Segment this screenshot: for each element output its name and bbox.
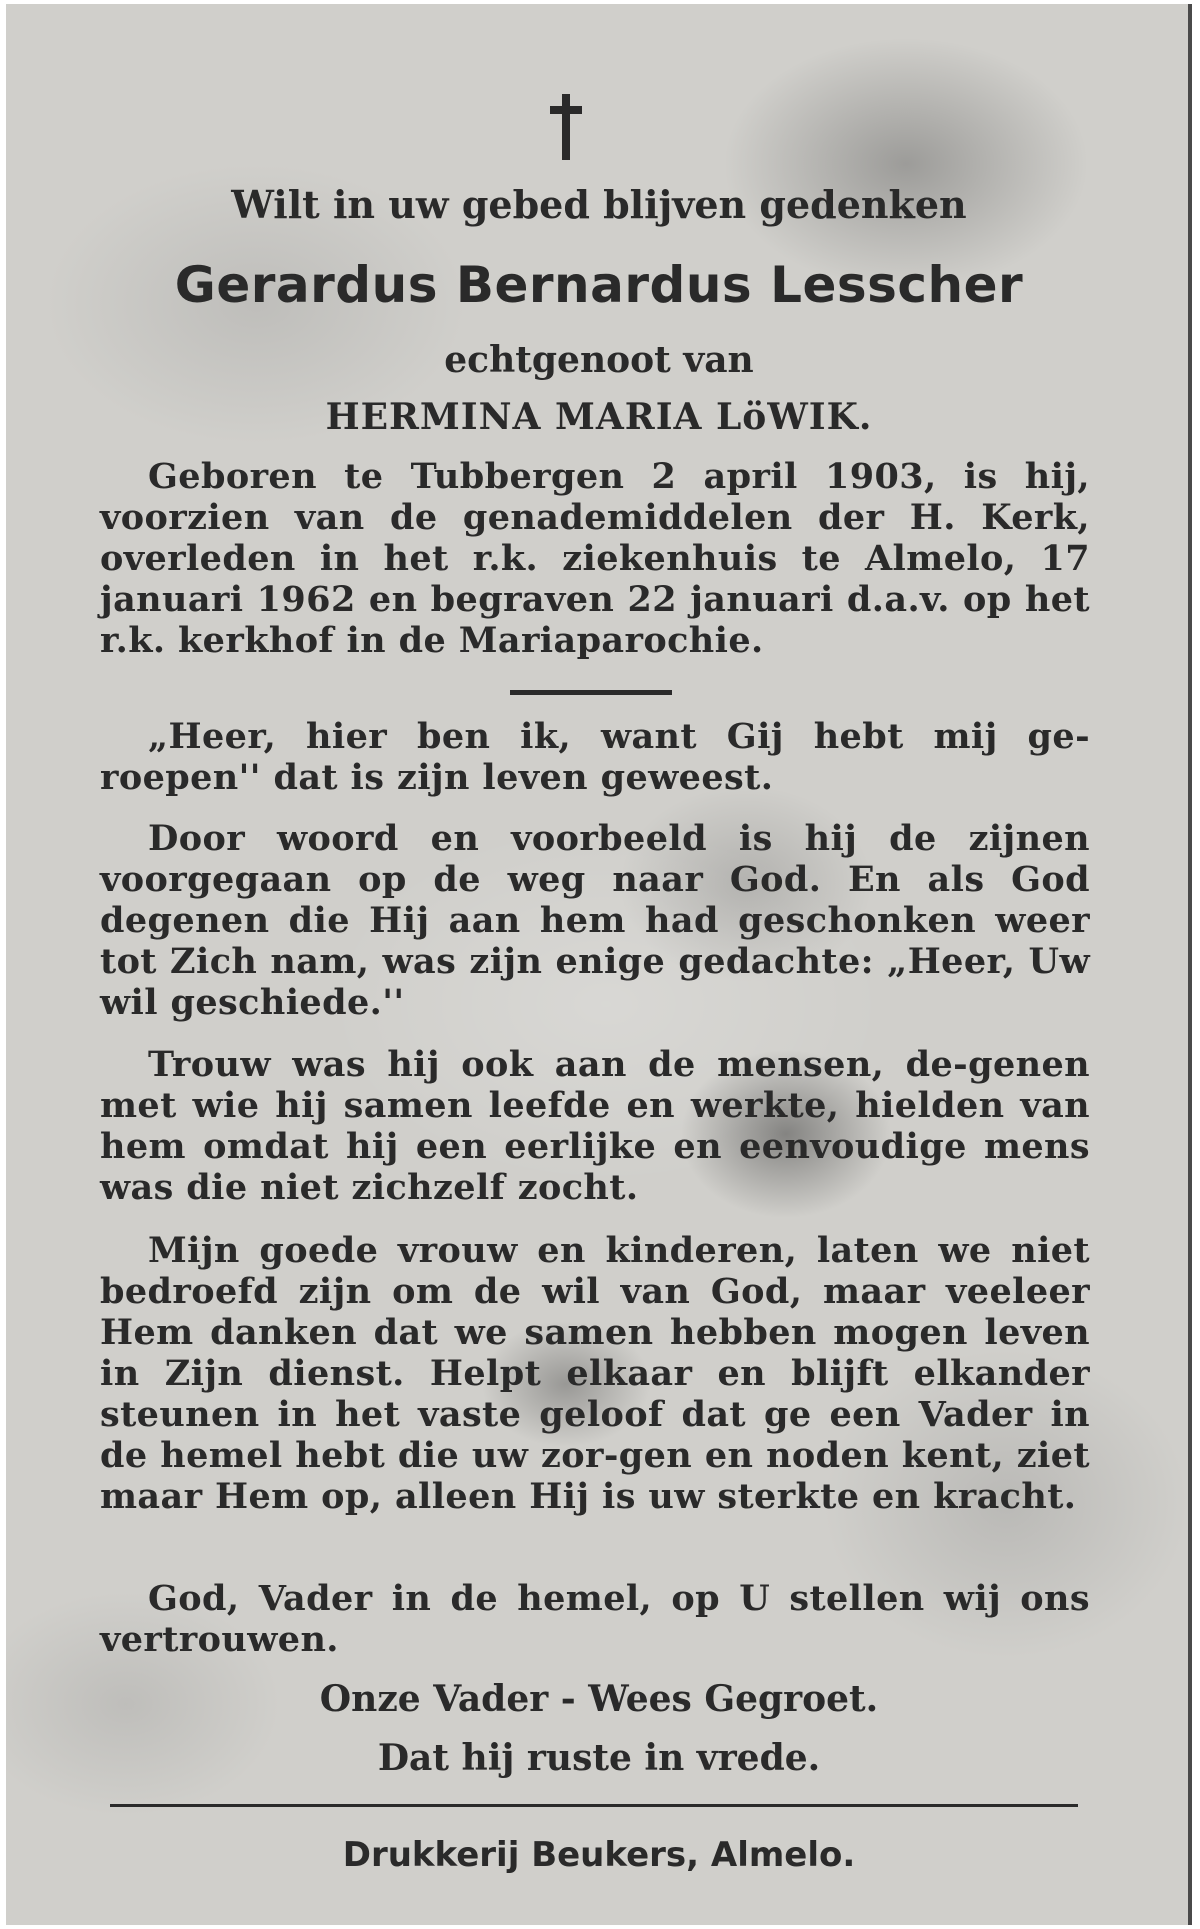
spouse-name: HERMINA MARIA LöWIK. — [325, 396, 873, 438]
deceased-name: Gerardus Bernardus Lesscher — [174, 256, 1024, 314]
printer-credit: Drukkerij Beukers, Almelo. — [342, 1835, 856, 1875]
paragraph-trust: God, Vader in de hemel, op U stellen wij ons vertrouwen. — [100, 1578, 1090, 1660]
paragraph-birth-death: Geboren te Tubbergen 2 april 1903, is hij, voorzien van de genademiddelen der H. Kerk, overleden in het r.k. ziekenhuis te Almelo, 17 januari 1962 en begraven 22 januari d.a.v. op het r.k. kerkhof in de Mariaparochie. — [100, 456, 1090, 661]
closing-line: Dat hij ruste in vrede. — [377, 1737, 821, 1779]
bottom-divider — [110, 1804, 1078, 1807]
paragraph-quote: „Heer, hier ben ik, want Gij hebt mij ge-roepen'' dat is zijn leven geweest. — [100, 716, 1090, 798]
spouse-intro: echtgenoot van — [444, 339, 754, 381]
paragraph-faithful: Trouw was hij ook aan de mensen, de-genen met wie hij samen leefde en werkte, hielden van hem omdat hij een eerlijke en eenvoudige mens was die niet zichzelf zocht. — [100, 1044, 1090, 1208]
prayers-line: Onze Vader - Wees Gegroet. — [319, 1678, 879, 1720]
memorial-card — [6, 4, 1192, 1925]
short-divider — [510, 690, 672, 695]
cross-icon — [546, 94, 586, 160]
paragraph-example: Door woord en voorbeeld is hij de zijnen voorgegaan op de weg naar God. En als God degenen die Hij aan hem had geschonken weer tot Zich nam, was zijn enige gedachte: „Heer, Uw wil geschiede.'' — [100, 818, 1090, 1023]
intro-line: Wilt in uw gebed blijven gedenken — [231, 182, 967, 227]
paragraph-family: Mijn goede vrouw en kinderen, laten we niet bedroefd zijn om de wil van God, maar veeleer Hem danken dat we samen hebben mogen leven in Zijn dienst. Helpt elkaar en blijft elkander steunen in het vaste geloof dat ge een Vader in de hemel hebt die uw zor-gen en noden kent, ziet maar Hem op, alleen Hij is uw sterkte en kracht. — [100, 1230, 1090, 1517]
